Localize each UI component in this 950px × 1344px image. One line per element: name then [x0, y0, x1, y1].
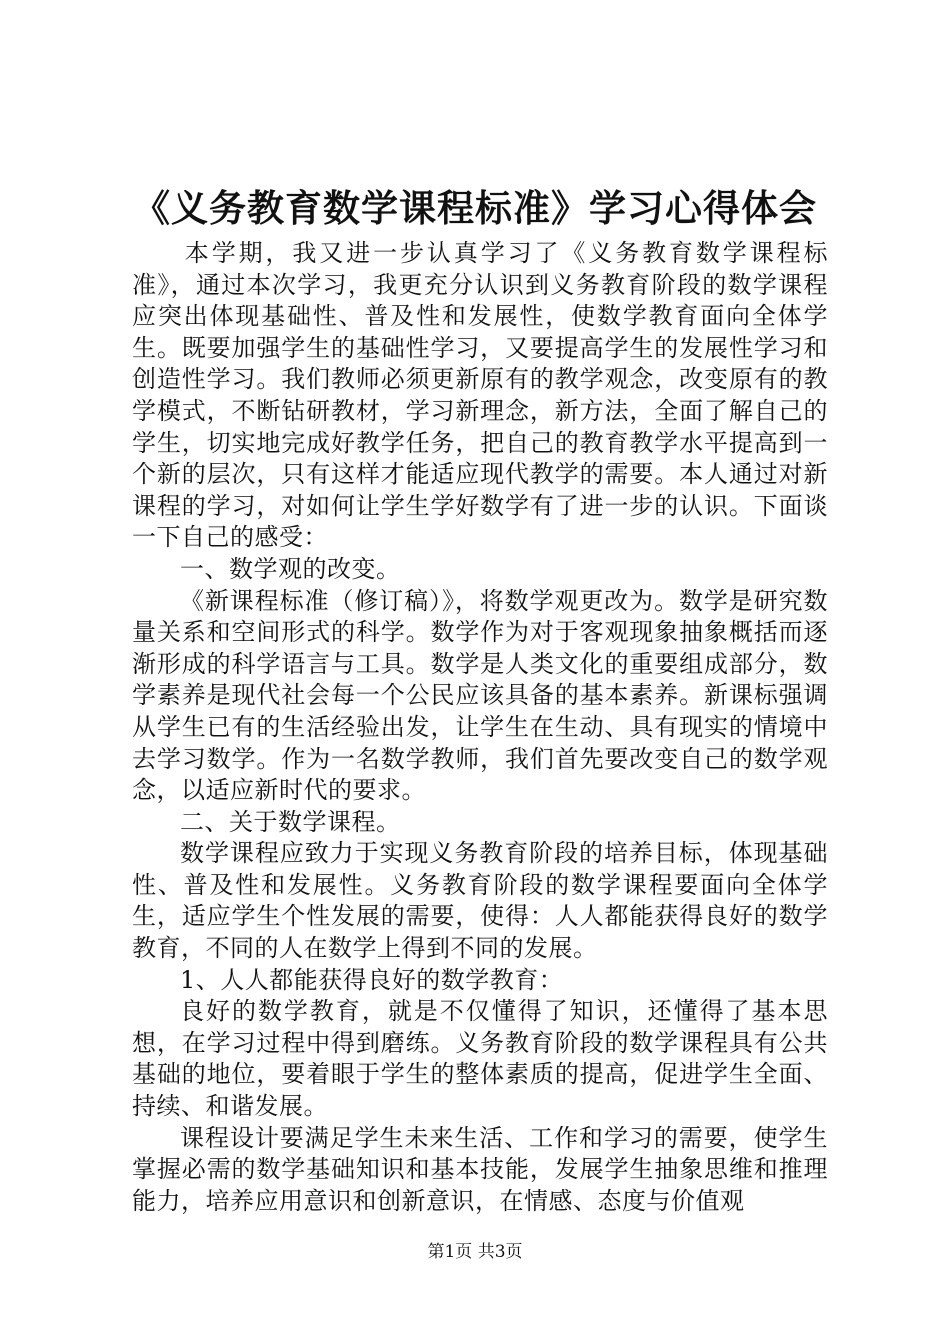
paragraph-math-course: 数学课程应致力于实现义务教育阶段的培养目标，体现基础性、普及性和发展性。义务教育阶段的数学课程要面向全体学生，适应学生个性发展的需要，使得：人人都能获得良好的数学教育，不同的人在数学上得到不同的发展。 — [132, 839, 828, 963]
document-title: 《义务教育数学课程标准》学习心得体会 — [133, 186, 817, 230]
page-footer: 第1页 共3页 — [427, 1242, 523, 1262]
section-heading-2: 二、关于数学课程。 — [180, 807, 401, 836]
subsection-heading-1: 1、人人都能获得良好的数学教育： — [180, 965, 564, 994]
document-body — [132, 238, 828, 1217]
paragraph-intro: 本学期，我又进一步认真学习了《义务教育数学课程标准》，通过本次学习，我更充分认识到义务教育阶段的数学课程应突出体现基础性、普及性和发展性，使数学教育面向全体学生。既要加强学生的基础性学习，又要提高学生的发展性学习和创造性学习。我们教师必须更新原有的教学观念，改变原有的教学模式，不断钻研教材，学习新理念，新方法，全面了解自己的学生，切实地完成好教学任务，把自己的教育教学水平提高到一个新的层次，只有这样才能适应现代教学的需要。本人通过对新课程的学习，对如何让学生学好数学有了进一步的认识。下面谈一下自己的感受： — [132, 239, 828, 552]
paragraph-math-view: 《新课程标准（修订稿）》，将数学观更改为。数学是研究数量关系和空间形式的科学。数学作为对于客观现象抽象概括而逐渐形成的科学语言与工具。数学是人类文化的重要组成部分，数学素养是现代社会每一个公民应该具备的基本素养。新课标强调从学生已有的生活经验出发，让学生在生动、具有现实的情境中去学习数学。作为一名数学教师，我们首先要改变自己的数学观念，以适应新时代的要求。 — [132, 586, 828, 805]
section-heading-1: 一、数学观的改变。 — [180, 554, 401, 583]
paragraph-good-education: 良好的数学教育，就是不仅懂得了知识，还懂得了基本思想，在学习过程中得到磨练。义务教育阶段的数学课程具有公共基础的地位，要着眼于学生的整体素质的提高，促进学生全面、持续、和谐发展。 — [132, 997, 828, 1121]
paragraph-course-design: 课程设计要满足学生未来生活、工作和学习的需要，使学生掌握必需的数学基础知识和基本技能，发展学生抽象思维和推理能力，培养应用意识和创新意识，在情感、态度与价值观 — [132, 1123, 828, 1215]
